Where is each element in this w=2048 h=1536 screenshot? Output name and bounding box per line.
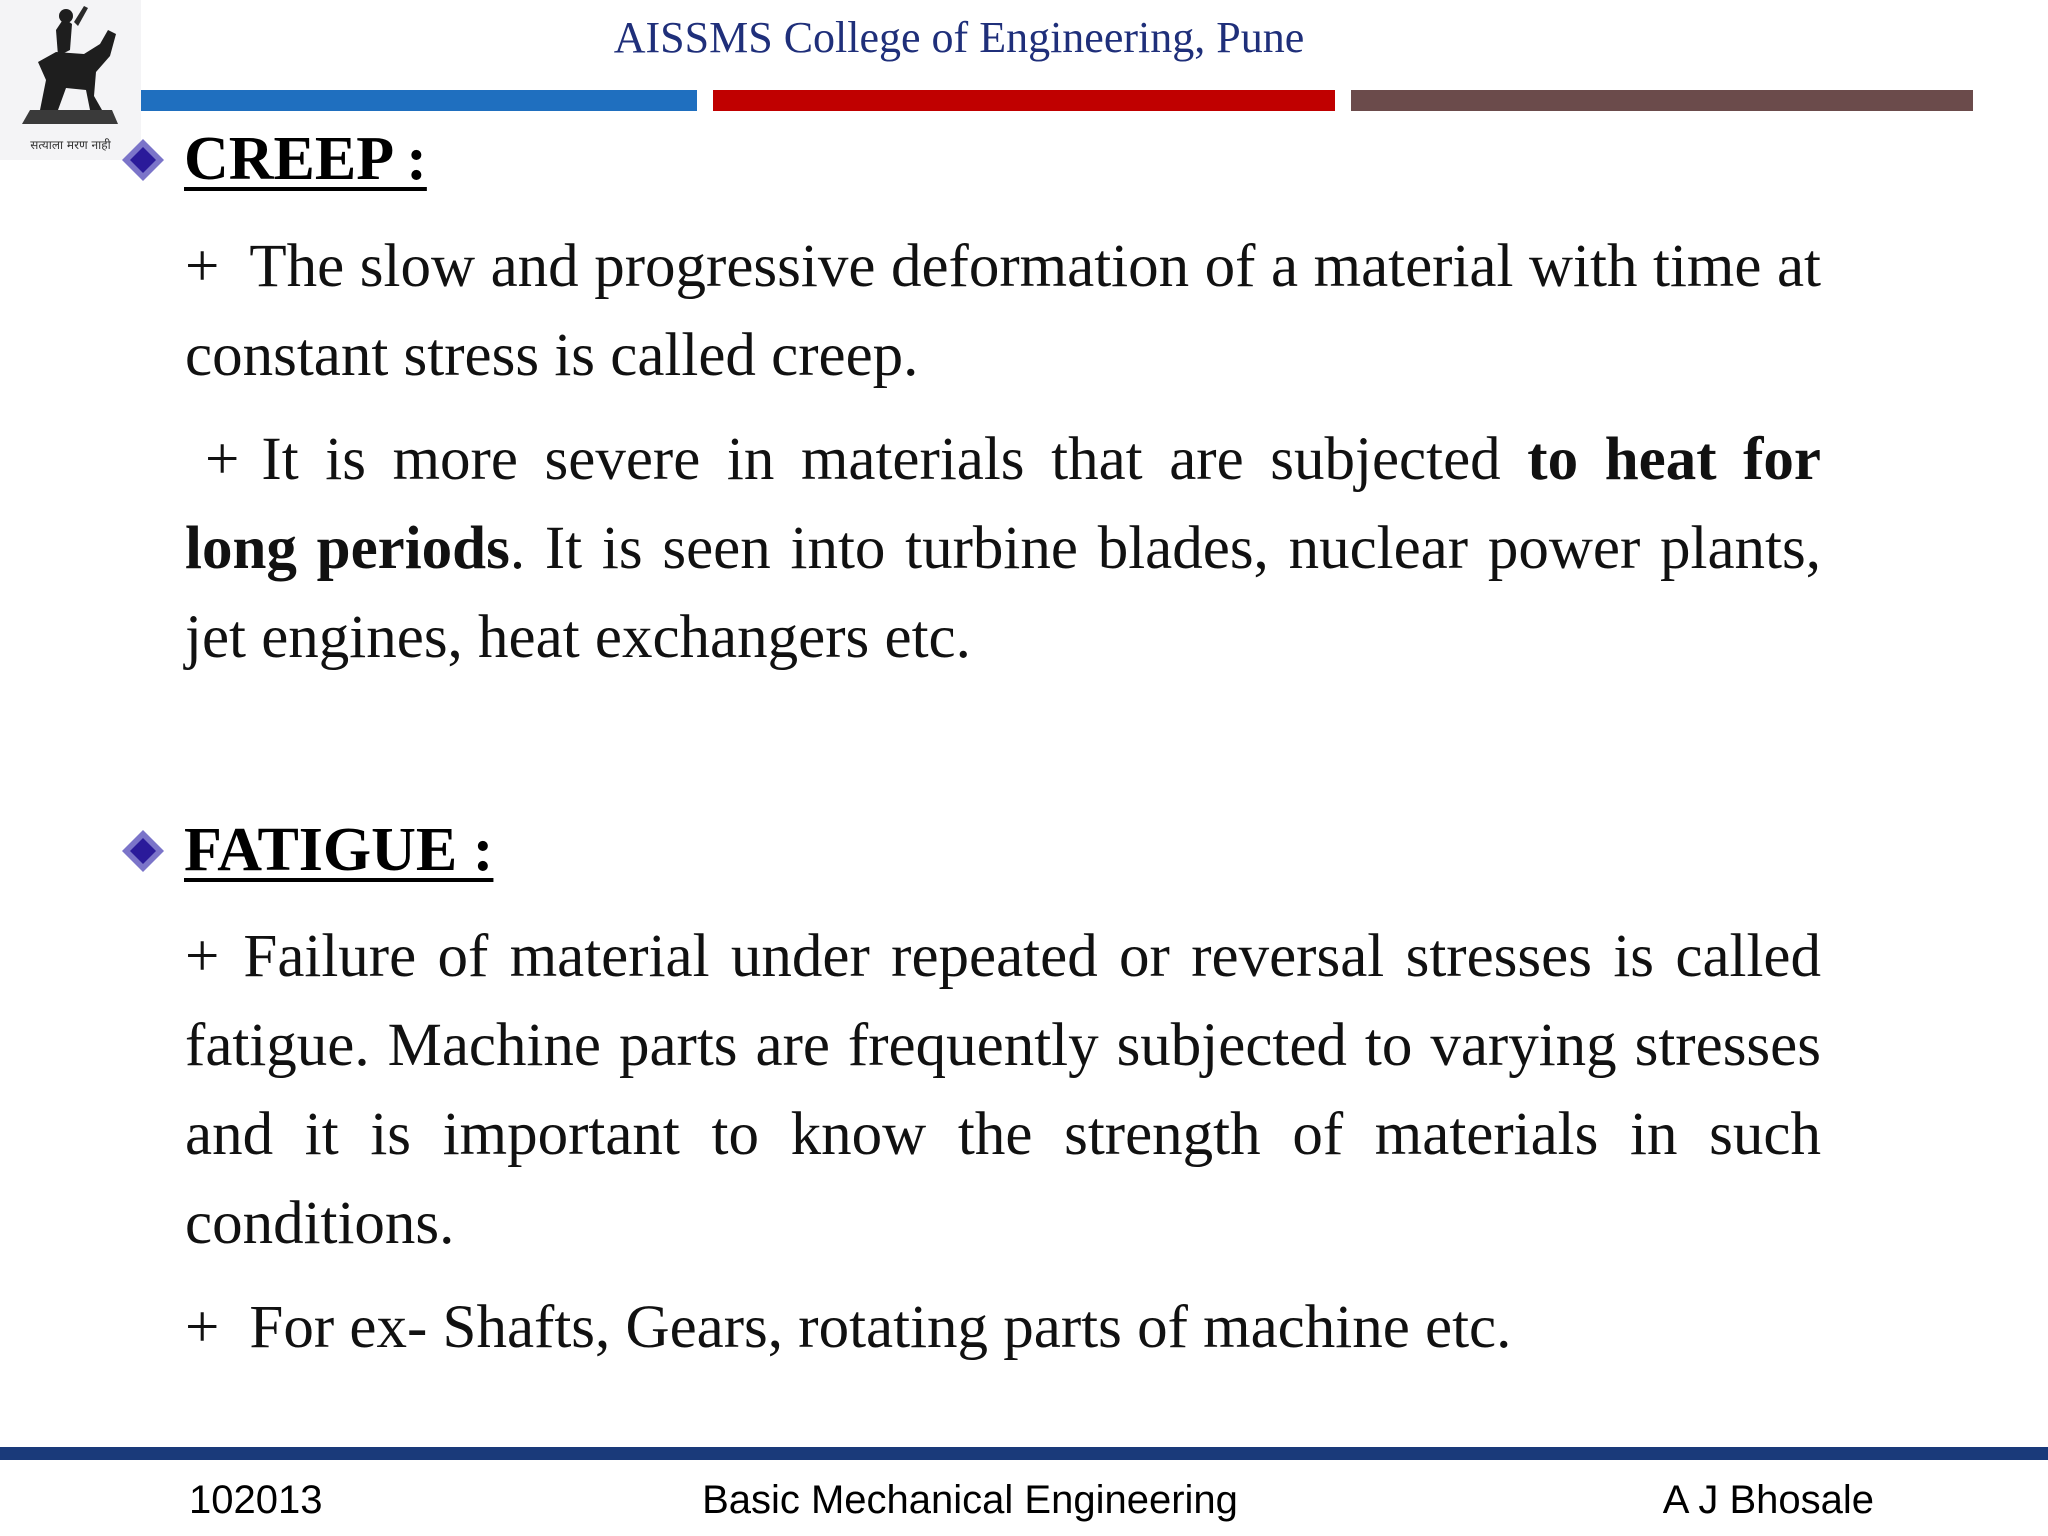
paragraph-text: It is more severe in materials that are subjected: [261, 426, 1528, 493]
header-bar-red: [713, 90, 1335, 111]
college-name: AISSMS College of Engineering, Pune: [613, 13, 1305, 62]
fatigue-paragraph-2: [185, 1283, 1821, 1372]
plus-bullet-icon: +: [185, 233, 220, 300]
header-bar-blue: [141, 90, 697, 111]
footer-course-name: Basic Mechanical Engineering: [702, 1478, 1238, 1522]
footer-course-code: 102013: [189, 1478, 323, 1522]
paragraph-bold-text: to heat for long periods: [185, 426, 1821, 582]
section-heading-creep: [120, 124, 427, 195]
fatigue-paragraph-1: [185, 912, 1821, 1268]
paragraph-text: The slow and progressive deformation of a material with time at constant stress is called creep.: [185, 233, 1821, 389]
header-bar-brown: [1351, 90, 1973, 111]
plus-bullet-icon: +: [185, 1294, 220, 1361]
paragraph-text: Failure of material under repeated or reversal stresses is called fatigue. Machine parts are frequently subjected to varying stresses and it is important to know the strength of materials in such conditions.: [185, 923, 1821, 1257]
paragraph-text: For ex- Shafts, Gears, rotating parts of machine etc.: [249, 1294, 1512, 1361]
heading-text: FATIGUE :: [184, 816, 494, 884]
diamond-bullet-icon: [120, 828, 166, 874]
creep-paragraph-2: [185, 415, 1821, 682]
footer-rule: [0, 1447, 2048, 1460]
footer-author: A J Bhosale: [1662, 1478, 1874, 1522]
diamond-bullet-icon: [120, 137, 166, 183]
logo-motto: सत्याला मरण नाही: [30, 138, 111, 152]
paragraph-text: . It is seen into turbine blades, nuclear power plants, jet engines, heat exchangers etc.: [185, 515, 1821, 671]
plus-bullet-icon: +: [185, 923, 220, 990]
creep-paragraph-1: [185, 222, 1821, 400]
plus-bullet-icon: +: [205, 426, 240, 493]
heading-text: CREEP :: [184, 125, 427, 193]
section-heading-fatigue: [120, 815, 493, 886]
